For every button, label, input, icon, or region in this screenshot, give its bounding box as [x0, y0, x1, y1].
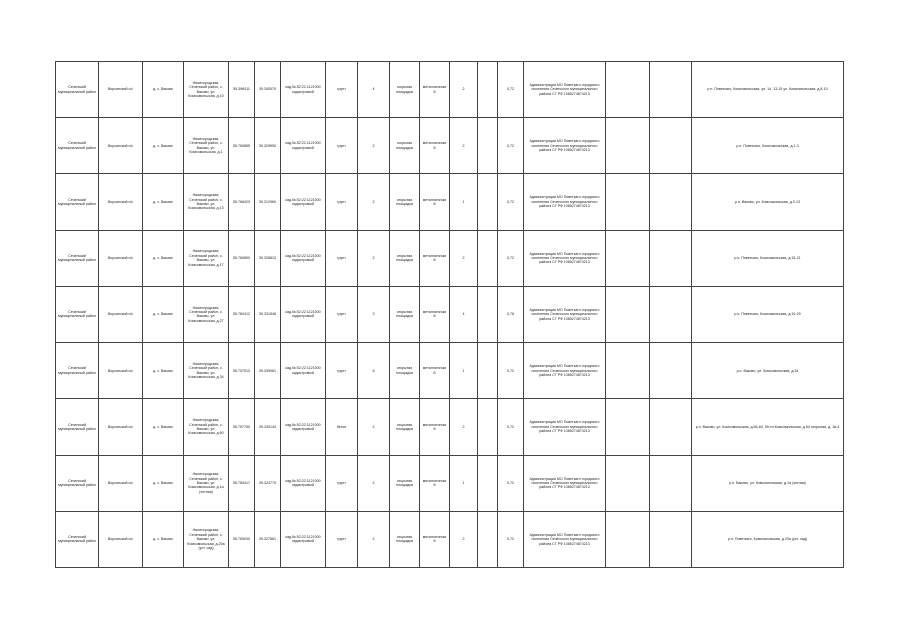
cell-owner: Администрация МО Поветкаго городского поселения Сеченского муниципального района СГ РФ 1085274874213 [524, 455, 606, 511]
cell-blank-a [606, 286, 650, 342]
cell-surface: грунт [326, 511, 358, 567]
cell-container-count: 2 [450, 62, 478, 118]
cell-locality: д. с. Ваково [143, 511, 184, 567]
cell-settlement-council: Ворсинский с/с [99, 174, 143, 230]
cell-latitude: 55.760412 [229, 286, 255, 342]
table-row [56, 62, 844, 118]
table-row [56, 174, 844, 230]
cell-blank-a [606, 118, 650, 174]
cell-owner: Администрация МО Поветкаго городского поселения Сеченского муниципального района СГ РФ 1085274874213 [524, 174, 606, 230]
cell-cadastral: кад.№:52:22:1121000 кадастровый [281, 62, 326, 118]
cell-latitude: 55.757750 [229, 399, 255, 455]
cell-blank-b [650, 62, 692, 118]
cell-container-count: 2 [450, 230, 478, 286]
cell-longitude: 39.329550 [255, 118, 281, 174]
cell-latitude: 55.760865 [229, 118, 255, 174]
cell-district: Сеченский муниципальный район [56, 230, 99, 286]
cell-longitude: 39.324775 [255, 455, 281, 511]
cell-site-type: открытая площадка [390, 511, 420, 567]
cell-container-extra [478, 455, 498, 511]
cell-cadastral: кад.№:52:22:1121000 кадастровый [281, 399, 326, 455]
cell-site-type: открытая площадка [390, 399, 420, 455]
cell-settlement-council: Ворсинский с/с [99, 230, 143, 286]
cell-area: 2 [358, 399, 390, 455]
cell-fence-material: металлический [420, 174, 450, 230]
cell-settlement-council: Ворсинский с/с [99, 511, 143, 567]
cell-served-objects: р.п. Поветкаго, Комсомольская, д.19-29 [692, 286, 844, 342]
cell-settlement-council: Ворсинский с/с [99, 399, 143, 455]
cell-surface: грунт [326, 230, 358, 286]
cell-volume: 0,72 [498, 343, 524, 399]
cell-area: 4 [358, 62, 390, 118]
cell-longitude: 39.340570 [255, 62, 281, 118]
cell-surface: грунт [326, 343, 358, 399]
cell-fence-material: металлический [420, 286, 450, 342]
cell-container-count: 2 [450, 399, 478, 455]
cell-served-objects: р.п. Поветкаго, Комсомольская, д.20а (уст. сад) [692, 511, 844, 567]
cell-cadastral: кад.№:52:22:1121000 кадастровый [281, 455, 326, 511]
cell-locality: д. с. Ваково [143, 343, 184, 399]
cell-blank-a [606, 511, 650, 567]
cell-area: 6 [358, 343, 390, 399]
cell-volume: 0,76 [498, 286, 524, 342]
cell-surface: грунт [326, 118, 358, 174]
cell-cadastral: кад.№:52:22:1121000 кадастровый [281, 286, 326, 342]
cell-latitude: 55.757513 [229, 343, 255, 399]
cell-locality: д. с. Ваково [143, 230, 184, 286]
table-row [56, 286, 844, 342]
cell-longitude: 39.330144 [255, 399, 281, 455]
cell-site-type: открытая площадка [390, 174, 420, 230]
cell-blank-b [650, 455, 692, 511]
cell-district: Сеченский муниципальный район [56, 286, 99, 342]
cell-blank-b [650, 286, 692, 342]
cell-site-type: открытая площадка [390, 343, 420, 399]
cell-district: Сеченский муниципальный район [56, 455, 99, 511]
cell-cadastral: кад.№:52:22:1121000 кадастровый [281, 511, 326, 567]
cell-container-extra [478, 118, 498, 174]
registry-table [55, 61, 844, 568]
cell-area: 2 [358, 511, 390, 567]
cell-container-count: 1 [450, 455, 478, 511]
cell-area: 2 [358, 455, 390, 511]
cell-longitude: 39.331848 [255, 286, 281, 342]
cell-blank-b [650, 230, 692, 286]
table-row [56, 455, 844, 511]
cell-longitude: 39.327661 [255, 511, 281, 567]
cell-district: Сеченский муниципальный район [56, 343, 99, 399]
cell-cadastral: кад.№:52:22:1121000 кадастровый [281, 174, 326, 230]
cell-area: 2 [358, 230, 390, 286]
cell-container-count: 1 [450, 343, 478, 399]
cell-container-extra [478, 62, 498, 118]
cell-volume: 0,72 [498, 455, 524, 511]
table-row [56, 511, 844, 567]
cell-surface: бетон [326, 399, 358, 455]
cell-fence-material: металлический [420, 399, 450, 455]
cell-address: Нижегородская, Сеченский район, с. Ваково, ул. Комсомольская, д.34 [184, 343, 229, 399]
cell-surface: грунт [326, 455, 358, 511]
cell-container-extra [478, 511, 498, 567]
cell-cadastral: кад.№:52:22:1121000 кадастровый [281, 343, 326, 399]
cell-district: Сеченский муниципальный район [56, 118, 99, 174]
cell-volume: 0,72 [498, 399, 524, 455]
cell-blank-b [650, 511, 692, 567]
cell-container-count: 2 [450, 118, 478, 174]
cell-site-type: открытая площадка [390, 286, 420, 342]
cell-served-objects: р.п. Ваково, ул. Комсомольская, д.56-60, 59-ти Комсомольская, д.64 открытая, д. 1в-4 [692, 399, 844, 455]
cell-locality: д. с. Ваково [143, 286, 184, 342]
cell-served-objects: р.п. Ваково, ул. Комсомольская, д.1а (четная) [692, 455, 844, 511]
cell-fence-material: металлический [420, 230, 450, 286]
cell-longitude: 39.312960 [255, 174, 281, 230]
cell-settlement-council: Ворсинский с/с [99, 455, 143, 511]
cell-container-count: 2 [450, 511, 478, 567]
cell-locality: д. с. Ваково [143, 174, 184, 230]
cell-site-type: открытая площадка [390, 230, 420, 286]
cell-container-extra [478, 230, 498, 286]
cell-blank-a [606, 174, 650, 230]
cell-longitude: 39.339061 [255, 343, 281, 399]
table-row [56, 118, 844, 174]
cell-owner: Администрация МО Поветкаго городского поселения Сеченского муниципального района СГ РФ 1085274874213 [524, 118, 606, 174]
cell-address: Нижегородская, Сеченский район, с. Ваково, ул. Комсомольская, д.27 [184, 286, 229, 342]
cell-area: 3 [358, 286, 390, 342]
cell-owner: Администрация МО Поветкаго городского поселения Сеченского муниципального района СГ РФ 1085274874213 [524, 230, 606, 286]
cell-settlement-council: Ворсинский с/с [99, 118, 143, 174]
cell-blank-b [650, 174, 692, 230]
cell-locality: д. с. Ваково [143, 455, 184, 511]
cell-latitude: 55.768429 [229, 174, 255, 230]
cell-owner: Администрация МО Поветкаго городского поселения Сеченского муниципального района СГ РФ 1085274874213 [524, 286, 606, 342]
cell-volume: 0,72 [498, 62, 524, 118]
table-row [56, 399, 844, 455]
cell-latitude: 55.765030 [229, 511, 255, 567]
table-body [56, 62, 844, 568]
cell-address: Нижегородская, Сеченский район, с. Ваково, ул. Комсомольская, д.17 [184, 230, 229, 286]
cell-blank-b [650, 343, 692, 399]
cell-owner: Администрация МО Поветкаго городского поселения Сеченского муниципального района СГ РФ 1085274874213 [524, 343, 606, 399]
cell-blank-a [606, 230, 650, 286]
cell-address: Нижегородская, Сеченский район, с. Ваково, ул. Комсомольская, д.1а (четная) [184, 455, 229, 511]
cell-volume: 0,72 [498, 174, 524, 230]
cell-settlement-council: Ворсинский с/с [99, 286, 143, 342]
cell-settlement-council: Ворсинский с/с [99, 343, 143, 399]
cell-volume: 0,72 [498, 511, 524, 567]
cell-owner: Администрация МО Поветкаго городского поселения Сеченского муниципального района СГ РФ 1085274874213 [524, 511, 606, 567]
cell-surface: грунт [326, 286, 358, 342]
cell-locality: д. с. Ваково [143, 399, 184, 455]
cell-served-objects: р.п. Ваково, ул. Комсомольская, д.34 [692, 343, 844, 399]
cell-address: Нижегородская, Сеченский район, с. Ваково, ул. Комсомольская, д.1 [184, 118, 229, 174]
cell-district: Сеченский муниципальный район [56, 174, 99, 230]
cell-surface: грунт [326, 174, 358, 230]
cell-blank-b [650, 118, 692, 174]
cell-site-type: открытая площадка [390, 118, 420, 174]
cell-served-objects: р.п. Поветкаго, Комсомольская, д.15-21 [692, 230, 844, 286]
cell-address: Нижегородская, Сеченский район, с. Ваково, ул. Комсомольская, д.20а (уст. сад) [184, 511, 229, 567]
cell-address: Нижегородская, Сеченский район, с. Ваково, ул. Комсомольская, д.10 [184, 62, 229, 118]
cell-container-extra [478, 399, 498, 455]
cell-cadastral: кад.№:52:22:1121000 кадастровый [281, 118, 326, 174]
cell-locality: д. с. Ваково [143, 118, 184, 174]
cell-latitude: 55.760890 [229, 230, 255, 286]
cell-latitude: 55.784417 [229, 455, 255, 511]
cell-address: Нижегородская, Сеченский район, с. Ваково, ул. Комсомольская, д.13 [184, 174, 229, 230]
cell-fence-material: металлический [420, 511, 450, 567]
cell-settlement-council: Ворсинский с/с [99, 62, 143, 118]
cell-blank-a [606, 343, 650, 399]
cell-district: Сеченский муниципальный район [56, 511, 99, 567]
cell-cadastral: кад.№:52:22:1121000 кадастровый [281, 230, 326, 286]
cell-served-objects: р.п. Поветкаго, Комсомольская, д.1-3 [692, 118, 844, 174]
cell-fence-material: металлический [420, 343, 450, 399]
cell-volume: 0,72 [498, 230, 524, 286]
cell-served-objects: р.п. Поветкаго, Комсомольская, ул. 14, 13-15 ул. Комсомольская, д.8-10 [692, 62, 844, 118]
cell-area: 2 [358, 174, 390, 230]
cell-container-count: 1 [450, 174, 478, 230]
cell-owner: Администрация МО Поветкаго городского поселения Сеченского муниципального района СГ РФ 1085274874213 [524, 399, 606, 455]
cell-volume: 0,72 [498, 118, 524, 174]
table-row [56, 343, 844, 399]
cell-surface: грунт [326, 62, 358, 118]
cell-container-count: 4 [450, 286, 478, 342]
cell-area: 2 [358, 118, 390, 174]
cell-fence-material: металлический [420, 118, 450, 174]
cell-blank-a [606, 455, 650, 511]
cell-served-objects: р.п. Ваково, ул. Комсомольская, д.9-13 [692, 174, 844, 230]
cell-blank-b [650, 399, 692, 455]
cell-site-type: открытая площадка [390, 455, 420, 511]
cell-blank-a [606, 62, 650, 118]
cell-district: Сеченский муниципальный район [56, 62, 99, 118]
cell-latitude: 55.398411 [229, 62, 255, 118]
cell-fence-material: металлический [420, 62, 450, 118]
cell-address: Нижегородская, Сеченский район, с. Ваково, ул. Комсомольская, д.60 [184, 399, 229, 455]
cell-owner: Администрация МО Поветкаго городского поселения Сеченского муниципального района СГ РФ 1085274874213 [524, 62, 606, 118]
cell-blank-a [606, 399, 650, 455]
table-row [56, 230, 844, 286]
cell-container-extra [478, 174, 498, 230]
cell-longitude: 39.328813 [255, 230, 281, 286]
cell-locality: д. с. Ваково [143, 62, 184, 118]
cell-container-extra [478, 286, 498, 342]
cell-site-type: открытая площадка [390, 62, 420, 118]
cell-fence-material: металлический [420, 455, 450, 511]
cell-district: Сеченский муниципальный район [56, 399, 99, 455]
cell-container-extra [478, 343, 498, 399]
